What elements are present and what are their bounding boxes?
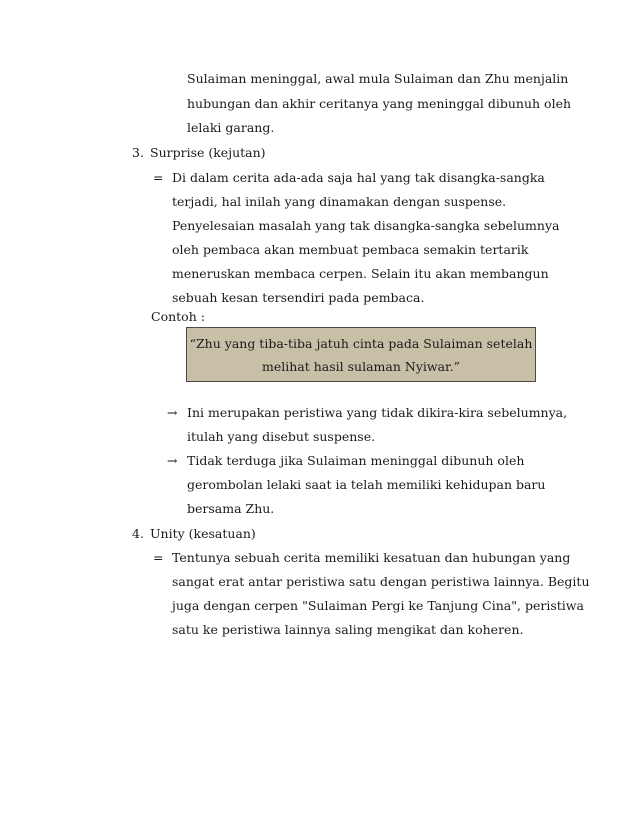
continuation-line-3: lelaki garang. [187, 120, 275, 135]
arrow-icon: → [167, 405, 178, 420]
section-3-paragraph-line-4: oleh pembaca akan membuat pembaca semakin tertarik [172, 242, 529, 257]
section-3-paragraph-line-5: meneruskan membaca cerpen. Selain itu akan membangun [172, 266, 549, 281]
section-3-number: 3. [132, 145, 144, 160]
arrow-item-2-line-1: Tidak terduga jika Sulaiman meninggal dibunuh oleh [187, 453, 525, 468]
section-4-paragraph-line-1: Tentunya sebuah cerita memiliki kesatuan dan hubungan yang [172, 550, 571, 565]
arrow-item-2-line-2: gerombolan lelaki saat ia telah memiliki kehidupan baru [187, 477, 546, 492]
arrow-item-1-line-2: itulah yang disebut suspense. [187, 429, 376, 444]
example-label: Contoh : [151, 309, 205, 324]
section-4-heading: Unity (kesatuan) [150, 526, 256, 541]
section-4-paragraph-line-2: sangat erat antar peristiwa satu dengan peristiwa lainnya. Begitu [172, 574, 590, 589]
continuation-line-2: hubungan dan akhir ceritanya yang meninggal dibunuh oleh [187, 96, 572, 111]
quote-box [186, 327, 536, 382]
arrow-item-1-line-1: Ini merupakan peristiwa yang tidak dikira-kira sebelumnya, [187, 405, 568, 420]
continuation-line-1: Sulaiman meninggal, awal mula Sulaiman dan Zhu menjalin [187, 71, 569, 86]
section-3-heading: Surprise (kejutan) [150, 145, 266, 160]
section-3-paragraph-line-1: Di dalam cerita ada-ada saja hal yang tak disangka-sangka [172, 170, 545, 185]
section-4-number: 4. [132, 526, 144, 541]
section-3-bullet: = [153, 170, 164, 185]
section-3-paragraph-line-6: sebuah kesan tersendiri pada pembaca. [172, 290, 425, 305]
section-3-paragraph-line-2: terjadi, hal inilah yang dinamakan dengan suspense. [172, 194, 507, 209]
arrow-item-2-line-3: bersama Zhu. [187, 501, 275, 516]
arrow-icon: → [167, 453, 178, 468]
quote-line-1: “Zhu yang tiba-tiba jatuh cinta pada Sulaiman setelah [189, 336, 533, 351]
section-4-bullet: = [153, 550, 164, 565]
section-3-paragraph-line-3: Penyelesaian masalah yang tak disangka-sangka sebelumnya [172, 218, 560, 233]
section-4-paragraph-line-3: juga dengan cerpen "Sulaiman Pergi ke Tanjung Cina", peristiwa [172, 598, 584, 613]
quote-line-2: melihat hasil sulaman Nyiwar.” [262, 359, 460, 374]
section-4-paragraph-line-4: satu ke peristiwa lainnya saling mengikat dan koheren. [172, 622, 524, 637]
